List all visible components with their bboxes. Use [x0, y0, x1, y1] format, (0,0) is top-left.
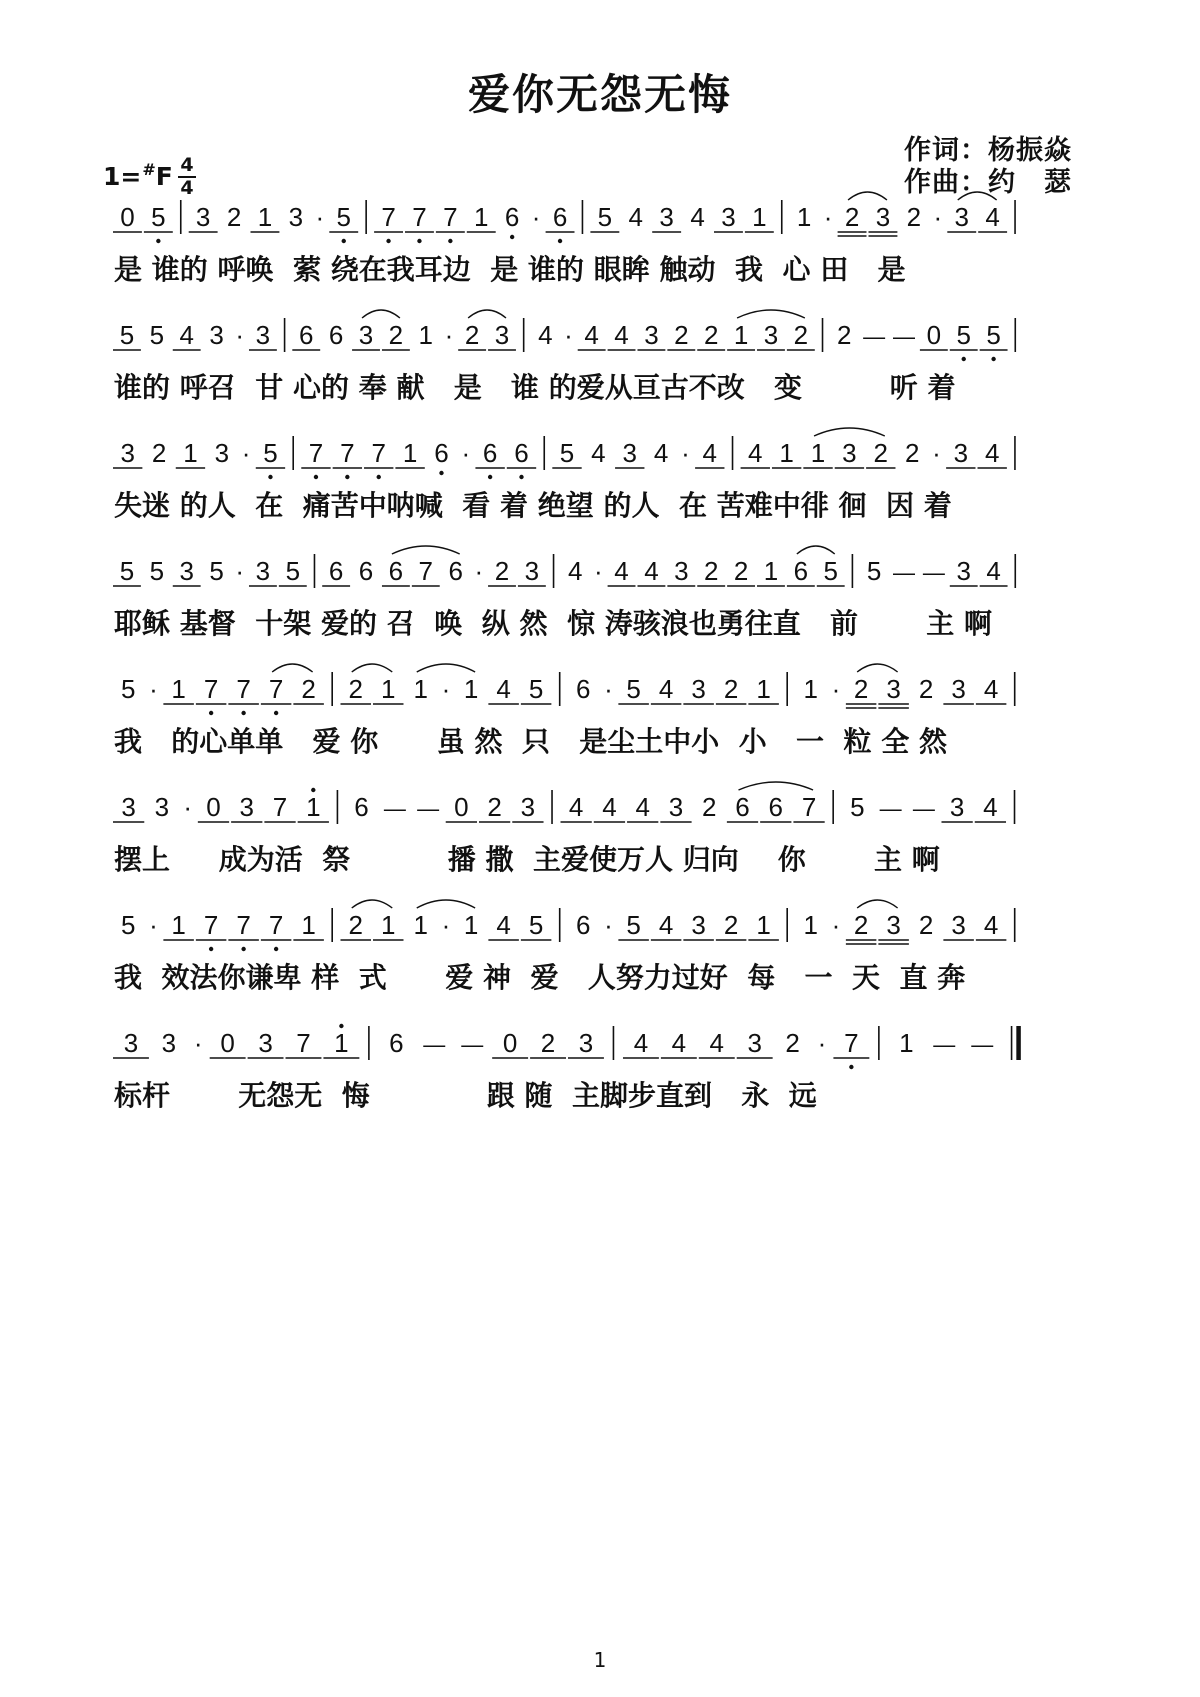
note: 2 [540, 1028, 556, 1058]
note: 3 [154, 792, 170, 822]
note: 1 [752, 202, 767, 232]
note: 4 [179, 320, 194, 350]
slur [272, 664, 313, 672]
note: 6 [576, 910, 591, 940]
note: 1 [381, 910, 396, 940]
note: 1 [381, 674, 396, 704]
note: 4 [538, 320, 553, 350]
low-octave-dot [274, 947, 278, 951]
note: 5 [285, 556, 301, 586]
note: 7 [418, 556, 434, 586]
note: 5 [119, 320, 135, 350]
note: 4 [635, 792, 650, 822]
note: 3 [886, 910, 901, 940]
note: 4 [658, 674, 674, 704]
note: 5 [597, 202, 613, 232]
page-number: 1 [593, 1648, 607, 1672]
note: 2 [703, 556, 719, 586]
note: 0 [206, 792, 221, 822]
note: 1 [418, 320, 434, 350]
note: 0 [454, 792, 469, 822]
note: 1 [463, 910, 479, 940]
note: 6 [389, 1028, 404, 1058]
note: 4 [591, 438, 606, 468]
low-octave-dot [156, 239, 160, 243]
note: 1 [413, 910, 428, 940]
note: 6 [354, 792, 369, 822]
augmentation-dot: · [235, 556, 245, 586]
note: 6 [576, 674, 591, 704]
extension-dash: — [892, 324, 915, 349]
note: 5 [149, 320, 165, 350]
note: 4 [986, 556, 1001, 586]
low-octave-dot [558, 239, 562, 243]
note: 3 [255, 320, 271, 350]
note: 2 [836, 320, 852, 350]
note: 5 [121, 910, 136, 940]
note: 1 [803, 674, 818, 704]
note: 2 [723, 674, 739, 704]
low-octave-dot [209, 711, 213, 715]
slur [362, 310, 400, 318]
note: 2 [918, 910, 934, 940]
note: 7 [272, 792, 288, 822]
lyrics-line: 我 效法你谦卑 样 式 爱 神 爱 人努力过好 每 一 天 直 奔 [114, 961, 966, 994]
extension-dash: — [892, 560, 915, 585]
lyrics-line: 标杆 无怨无 悔 跟 随 主脚步直到 永 远 [114, 1079, 817, 1112]
note: 7 [443, 202, 458, 232]
note: 3 [691, 674, 706, 704]
note: 5 [823, 556, 838, 586]
note: 2 [853, 674, 869, 704]
note: 3 [123, 1028, 139, 1058]
note: 3 [209, 320, 224, 350]
note: 3 [875, 202, 891, 232]
low-octave-dot [962, 357, 966, 361]
note: 7 [268, 674, 284, 704]
note: 5 [151, 202, 166, 232]
slur [857, 664, 898, 672]
low-octave-dot [386, 239, 390, 243]
augmentation-dot: · [932, 438, 941, 468]
augmentation-dot: · [193, 1028, 203, 1058]
note: 3 [622, 438, 637, 468]
low-octave-dot [342, 239, 346, 243]
note: 1 [413, 674, 428, 704]
lyrics-line: 失迷 的人 在 痛苦中呐喊 看 着 绝望 的人 在 苦难中徘 徊 因 着 [114, 489, 952, 522]
note: 6 [482, 438, 498, 468]
low-octave-dot [314, 475, 318, 479]
low-octave-dot [241, 711, 245, 715]
note: 3 [644, 320, 659, 350]
note: 1 [733, 320, 749, 350]
note: 7 [203, 674, 219, 704]
low-octave-dot [849, 1065, 853, 1069]
note: 2 [674, 320, 689, 350]
note: 4 [614, 320, 629, 350]
augmentation-dot: · [831, 674, 841, 704]
augmentation-dot: · [315, 202, 325, 232]
note: 1 [779, 438, 794, 468]
note: 1 [306, 792, 321, 822]
note: 3 [721, 202, 736, 232]
note: 3 [956, 556, 971, 586]
note: 2 [487, 792, 502, 822]
note: 3 [747, 1028, 762, 1058]
note: 3 [214, 438, 230, 468]
note: 4 [653, 438, 669, 468]
note: 2 [733, 556, 749, 586]
note: 3 [120, 438, 135, 468]
note: 3 [520, 792, 536, 822]
note: 2 [873, 438, 889, 468]
augmentation-dot: · [441, 674, 451, 704]
note: 4 [658, 910, 674, 940]
note: 0 [120, 202, 135, 232]
extension-dash: — [912, 796, 935, 821]
note: 6 [328, 320, 344, 350]
note: 0 [220, 1028, 235, 1058]
note: 7 [268, 910, 284, 940]
slur [392, 546, 460, 554]
lyrics-line: 我 的心单单 爱 你 虽 然 只 是尘土中小 小 一 粒 全 然 [114, 725, 947, 758]
note: 3 [763, 320, 779, 350]
note: 3 [121, 792, 136, 822]
slur [814, 428, 885, 436]
slur [797, 546, 835, 554]
note: 3 [161, 1028, 177, 1058]
note: 1 [756, 910, 771, 940]
note: 5 [528, 674, 544, 704]
note: 7 [340, 438, 355, 468]
note: 4 [983, 674, 999, 704]
note: 6 [552, 202, 568, 232]
note: 2 [388, 320, 404, 350]
augmentation-dot: · [441, 910, 451, 940]
note: 7 [296, 1028, 311, 1058]
song-title: 爱你无怨无悔 [467, 70, 732, 119]
low-octave-dot [519, 475, 523, 479]
slur [739, 782, 814, 790]
low-octave-dot [377, 475, 381, 479]
augmentation-dot: · [604, 910, 613, 940]
note: 4 [496, 910, 511, 940]
note: 5 [263, 438, 278, 468]
slur [958, 192, 997, 200]
note: 3 [949, 792, 965, 822]
note: 4 [584, 320, 599, 350]
note: 0 [502, 1028, 518, 1058]
low-octave-dot [417, 239, 421, 243]
note: 7 [381, 202, 396, 232]
note: 1 [474, 202, 489, 232]
low-octave-dot [991, 357, 995, 361]
note: 3 [691, 910, 706, 940]
low-octave-dot [274, 711, 278, 715]
note: 4 [748, 438, 763, 468]
note: 7 [203, 910, 219, 940]
lyricist-credit: 作词：杨振焱 [904, 135, 1072, 166]
note: 7 [844, 1028, 859, 1058]
note: 7 [236, 674, 251, 704]
note: 2 [348, 910, 363, 940]
low-octave-dot [510, 235, 514, 239]
extension-dash: — [461, 1032, 484, 1057]
note: 4 [568, 792, 584, 822]
note: 1 [402, 438, 418, 468]
augmentation-dot: · [183, 792, 193, 822]
note: 4 [985, 202, 1000, 232]
note: 3 [951, 674, 966, 704]
note: 1 [899, 1028, 914, 1058]
note: 4 [602, 792, 617, 822]
note: 2 [702, 792, 717, 822]
note: 5 [209, 556, 224, 586]
note: 4 [709, 1028, 725, 1058]
note: 2 [723, 910, 739, 940]
note: 4 [983, 792, 998, 822]
note: 3 [842, 438, 857, 468]
augmentation-dot: · [241, 438, 251, 468]
note: 2 [301, 674, 316, 704]
note: 5 [866, 556, 882, 586]
note: 3 [951, 910, 966, 940]
note: 2 [464, 320, 480, 350]
slur [737, 310, 805, 318]
extension-dash: — [879, 796, 902, 821]
time-signature-bottom: 4 [180, 177, 194, 199]
note: 3 [239, 792, 254, 822]
note: 0 [926, 320, 942, 350]
note: 5 [119, 556, 135, 586]
low-octave-dot [488, 475, 492, 479]
note: 5 [850, 792, 865, 822]
low-octave-dot [448, 239, 452, 243]
note: 2 [904, 438, 920, 468]
slur [417, 664, 475, 672]
note: 2 [348, 674, 363, 704]
slur [848, 192, 887, 200]
note: 4 [628, 202, 643, 232]
note: 3 [255, 556, 271, 586]
note: 4 [984, 438, 1000, 468]
note: 6 [299, 320, 314, 350]
sharp-symbol: # [142, 160, 156, 179]
note: 4 [567, 556, 583, 586]
note: 1 [334, 1028, 349, 1058]
low-octave-dot [439, 471, 443, 475]
note: 5 [528, 910, 544, 940]
note: 6 [388, 556, 404, 586]
note: 5 [626, 910, 641, 940]
note: 5 [336, 202, 351, 232]
note: 7 [308, 438, 324, 468]
augmentation-dot: · [474, 556, 484, 586]
note: 4 [690, 202, 705, 232]
lyrics-line: 耶稣 基督 十架 爱的 召 唤 纵 然 惊 涛骇浪也勇往直 前 主 啊 [114, 607, 992, 640]
note: 1 [257, 202, 273, 232]
note: 2 [853, 910, 869, 940]
note: 3 [288, 202, 304, 232]
note: 5 [626, 674, 641, 704]
note: 7 [236, 910, 251, 940]
note: 3 [953, 438, 969, 468]
key-prefix: 1= [103, 162, 142, 191]
note: 3 [578, 1028, 594, 1058]
time-signature-top: 4 [180, 154, 194, 176]
note: 6 [328, 556, 344, 586]
note: 1 [796, 202, 812, 232]
note: 4 [702, 438, 718, 468]
slur [468, 310, 506, 318]
note: 1 [463, 674, 479, 704]
augmentation-dot: · [149, 674, 158, 704]
note: 2 [844, 202, 860, 232]
extension-dash: — [423, 1032, 446, 1057]
low-octave-dot [268, 475, 272, 479]
augmentation-dot: · [149, 910, 158, 940]
note: 6 [514, 438, 529, 468]
note: 1 [803, 910, 818, 940]
note: 1 [183, 438, 198, 468]
note: 3 [258, 1028, 273, 1058]
extension-dash: — [933, 1032, 956, 1057]
note: 3 [886, 674, 901, 704]
extension-dash: — [922, 560, 945, 585]
note: 1 [756, 674, 771, 704]
low-octave-dot [241, 947, 245, 951]
note: 2 [918, 674, 934, 704]
slur [352, 900, 393, 908]
note: 1 [763, 556, 779, 586]
note: 6 [434, 438, 449, 468]
note: 6 [504, 202, 520, 232]
augmentation-dot: · [461, 438, 471, 468]
slur [352, 664, 393, 672]
key-note: F [155, 162, 173, 191]
lyrics-line: 谁的 呼召 甘 心的 奉 献 是 谁 的爱从亘古不改 变 听 着 [114, 371, 956, 404]
note: 2 [494, 556, 510, 586]
note: 4 [983, 910, 999, 940]
note: 6 [768, 792, 784, 822]
note: 4 [614, 556, 629, 586]
note: 5 [559, 438, 575, 468]
note: 3 [358, 320, 374, 350]
note: 6 [735, 792, 750, 822]
augmentation-dot: · [831, 910, 841, 940]
slur [417, 900, 475, 908]
augmentation-dot: · [235, 320, 245, 350]
note: 2 [793, 320, 809, 350]
note: 1 [301, 910, 316, 940]
note: 3 [179, 556, 194, 586]
augmentation-dot: · [604, 674, 613, 704]
lyrics-line: 是 谁的 呼唤 萦 绕在我耳边 是 谁的 眼眸 触动 我 心 田 是 [114, 253, 906, 286]
extension-dash: — [971, 1032, 994, 1057]
augmentation-dot: · [817, 1028, 827, 1058]
note: 3 [195, 202, 211, 232]
note: 3 [524, 556, 540, 586]
note: 2 [151, 438, 167, 468]
augmentation-dot: · [444, 320, 454, 350]
augmentation-dot: · [594, 556, 603, 586]
extension-dash: — [383, 796, 406, 821]
note: 7 [412, 202, 427, 232]
note: 1 [171, 910, 186, 940]
note: 2 [906, 202, 922, 232]
extension-dash: — [863, 324, 886, 349]
note: 3 [668, 792, 684, 822]
low-octave-dot [209, 947, 213, 951]
extension-dash: — [417, 796, 440, 821]
note: 6 [358, 556, 374, 586]
note: 6 [793, 556, 809, 586]
note: 2 [226, 202, 242, 232]
note: 6 [448, 556, 463, 586]
slur [857, 900, 898, 908]
note: 1 [171, 674, 186, 704]
augmentation-dot: · [823, 202, 833, 232]
note: 4 [496, 674, 511, 704]
augmentation-dot: · [681, 438, 690, 468]
note: 4 [671, 1028, 687, 1058]
note: 5 [121, 674, 136, 704]
note: 3 [954, 202, 969, 232]
note: 3 [659, 202, 674, 232]
note: 3 [494, 320, 510, 350]
lyrics-line: 摆上 成为活 祭 播 撒 主爱使万人 归向 你 主 啊 [114, 843, 940, 876]
note: 2 [703, 320, 719, 350]
note: 5 [149, 556, 165, 586]
note: 5 [986, 320, 1001, 350]
note: 7 [371, 438, 386, 468]
augmentation-dot: · [933, 202, 943, 232]
note: 5 [956, 320, 971, 350]
note: 4 [633, 1028, 649, 1058]
note: 2 [785, 1028, 800, 1058]
high-octave-dot [339, 1024, 343, 1028]
note: 1 [810, 438, 826, 468]
note: 7 [801, 792, 817, 822]
note: 3 [674, 556, 689, 586]
composer-credit: 作曲：约 瑟 [904, 167, 1072, 198]
augmentation-dot: · [564, 320, 573, 350]
low-octave-dot [345, 475, 349, 479]
augmentation-dot: · [531, 202, 541, 232]
note: 4 [644, 556, 659, 586]
high-octave-dot [311, 788, 315, 792]
